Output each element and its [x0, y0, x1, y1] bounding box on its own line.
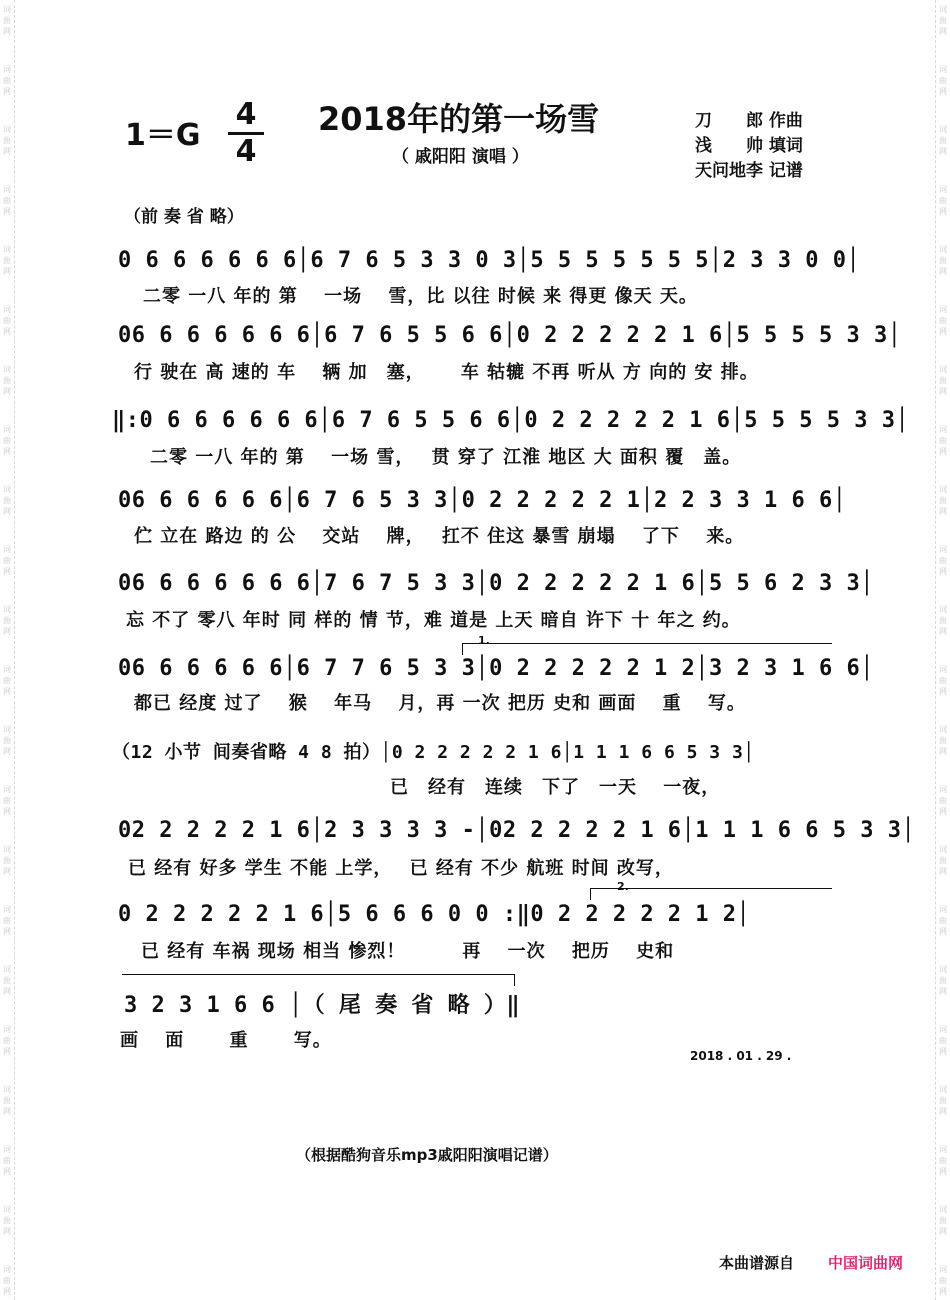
watermark-text: 词 曲 网	[3, 125, 11, 156]
watermark-text: 词 曲 网	[3, 425, 11, 456]
volta-2-end-hook	[514, 974, 515, 986]
music-line-4: 06 6 6 6 6 6│6 7 6 5 3 3│0 2 2 2 2 2 1│2 2 3 3 1 6 6│	[118, 488, 847, 513]
volta-2-hook	[590, 888, 591, 900]
lyric-line-2: 行 驶在 高 速的 车 辆 加 塞， 车 轱辘 不再 听从 方 向的 安 排。	[134, 362, 759, 383]
watermark-text: 词 曲 网	[3, 305, 11, 336]
music-line-9: 0 2 2 2 2 2 1 6│5 6 6 6 0 0 :‖0 2 2 2 2 2 1 2│	[118, 902, 751, 927]
lyric-line-8: 已 经有 好多 学生 不能 上学， 已 经有 不少 航班 时间 改写，	[128, 858, 674, 879]
composer-credit: 刀 郎 作曲	[695, 111, 803, 131]
volta-2-continuation	[122, 974, 514, 975]
music-line-6: 06 6 6 6 6 6│6 7 7 6 5 3 3│0 2 2 2 2 2 1 2│3 2 3 1 6 6│	[118, 656, 874, 681]
music-line-1: 0 6 6 6 6 6 6│6 7 6 5 3 3 0 3│5 5 5 5 5 5 5│2 3 3 0 0│	[118, 248, 861, 273]
lyric-line-10: 画 面 重 写。	[120, 1030, 332, 1051]
music-line-2: 06 6 6 6 6 6 6│6 7 6 5 5 6 6│0 2 2 2 2 2 1 6│5 5 5 5 3 3│	[118, 323, 902, 348]
time-signature-top: 4	[228, 98, 264, 135]
watermark-text: 词 曲 网	[3, 845, 11, 876]
time-signature-bottom: 4	[235, 134, 257, 169]
watermark-text: 词 曲 网	[3, 1025, 11, 1056]
watermark-text: 词 曲 网	[939, 425, 947, 456]
music-line-8: 02 2 2 2 2 1 6│2 3 3 3 3 -│02 2 2 2 2 1 6│1 1 1 6 6 5 3 3│	[118, 818, 916, 843]
right-margin-strip	[935, 0, 950, 1300]
watermark-text: 词 曲 网	[939, 665, 947, 696]
volta-1-bracket	[462, 643, 832, 644]
music-line-5: 06 6 6 6 6 6 6│7 6 7 5 3 3│0 2 2 2 2 2 1 6│5 5 6 2 3 3│	[118, 571, 874, 596]
watermark-text: 词 曲 网	[3, 185, 11, 216]
time-signature	[228, 98, 264, 169]
watermark-text: 词 曲 网	[3, 65, 11, 96]
watermark-text: 词 曲 网	[939, 785, 947, 816]
intro-note: （前 奏 省 略）	[124, 207, 244, 227]
watermark-text: 词 曲 网	[3, 5, 11, 36]
volta-2-label: 2.	[617, 880, 629, 893]
watermark-text: 词 曲 网	[3, 725, 11, 756]
key-signature: 1＝G	[125, 118, 201, 153]
watermark-text: 词 曲 网	[3, 365, 11, 396]
watermark-text: 词 曲 网	[3, 965, 11, 996]
left-margin-strip	[0, 0, 15, 1300]
lyric-line-5: 忘 不了 零八 年时 同 样的 情 节，难 道是 上天 暗自 许下 十 年之 约。	[126, 610, 741, 631]
lyric-line-4: 伫 立在 路边 的 公 交站 牌， 扛不 住这 暴雪 崩塌 了下 来。	[134, 526, 745, 547]
volta-1-label: 1.	[478, 634, 490, 647]
watermark-text: 词 曲 网	[939, 845, 947, 876]
watermark-text: 词 曲 网	[939, 5, 947, 36]
source-site-link[interactable]: 中国词曲网	[828, 1254, 904, 1272]
watermark-text: 词 曲 网	[939, 725, 947, 756]
watermark-text: 词 曲 网	[939, 1145, 947, 1176]
lyricist-credit: 浅 帅 填词	[695, 136, 803, 156]
singer-credit: （ 戚阳阳 演唱 ）	[392, 147, 529, 167]
watermark-text: 词 曲 网	[939, 305, 947, 336]
watermark-text: 词 曲 网	[3, 665, 11, 696]
watermark-text: 词 曲 网	[939, 1025, 947, 1056]
lyric-line-6: 都已 经度 过了 猴 年马 月，再 一次 把历 史和 画面 重 写。	[134, 693, 746, 714]
transcription-date: 2018 . 01 . 29 .	[690, 1049, 792, 1063]
watermark-text: 词 曲 网	[3, 1205, 11, 1236]
watermark-text: 词 曲 网	[939, 545, 947, 576]
volta-1-hook	[462, 643, 463, 655]
watermark-text: 词 曲 网	[939, 185, 947, 216]
watermark-text: 词 曲 网	[939, 605, 947, 636]
watermark-text: 词 曲 网	[939, 365, 947, 396]
watermark-text: 词 曲 网	[3, 485, 11, 516]
watermark-text: 词 曲 网	[939, 485, 947, 516]
source-label: 本曲谱源自	[719, 1254, 795, 1272]
transcription-note: （根据酷狗音乐mp3戚阳阳演唱记谱）	[296, 1146, 558, 1164]
lyric-line-1: 二零 一八 年的 第 一场 雪，比 以往 时候 来 得更 像天 天。	[143, 286, 698, 307]
watermark-text: 词 曲 网	[3, 545, 11, 576]
watermark-text: 词 曲 网	[939, 65, 947, 96]
watermark-text: 词 曲 网	[939, 1205, 947, 1236]
watermark-text: 词 曲 网	[939, 905, 947, 936]
music-line-7: （12 小节 间奏省略 4 8 拍）│0 2 2 2 2 2 1 6│1 1 1 6 6 5 3 3│	[112, 742, 755, 763]
watermark-text: 词 曲 网	[3, 1145, 11, 1176]
lyric-line-9: 已 经有 车祸 现场 相当 惨烈！ 再 一次 把历 史和	[141, 941, 675, 962]
music-line-3: ‖:0 6 6 6 6 6 6│6 7 6 5 5 6 6│0 2 2 2 2 2 1 6│5 5 5 5 3 3│	[112, 408, 910, 433]
watermark-text: 词 曲 网	[939, 1085, 947, 1116]
song-title: 2018年的第一场雪	[318, 100, 600, 138]
watermark-text: 词 曲 网	[939, 245, 947, 276]
watermark-text: 词 曲 网	[3, 785, 11, 816]
watermark-text: 词 曲 网	[3, 245, 11, 276]
music-line-10: 3 2 3 1 6 6 │（ 尾 奏 省 略 ）‖	[124, 993, 521, 1018]
watermark-text: 词 曲 网	[3, 1265, 11, 1296]
watermark-text: 词 曲 网	[939, 965, 947, 996]
watermark-text: 词 曲 网	[3, 605, 11, 636]
watermark-text: 词 曲 网	[939, 125, 947, 156]
lyric-line-3: 二零 一八 年的 第 一场 雪， 贯 穿了 江淮 地区 大 面积 覆 盖。	[150, 447, 742, 468]
watermark-text: 词 曲 网	[939, 1265, 947, 1296]
transcriber-credit: 天问地李 记谱	[695, 161, 803, 181]
lyric-line-7: 已 经有 连续 下了 一天 一夜，	[390, 777, 721, 798]
watermark-text: 词 曲 网	[3, 1085, 11, 1116]
watermark-text: 词 曲 网	[3, 905, 11, 936]
